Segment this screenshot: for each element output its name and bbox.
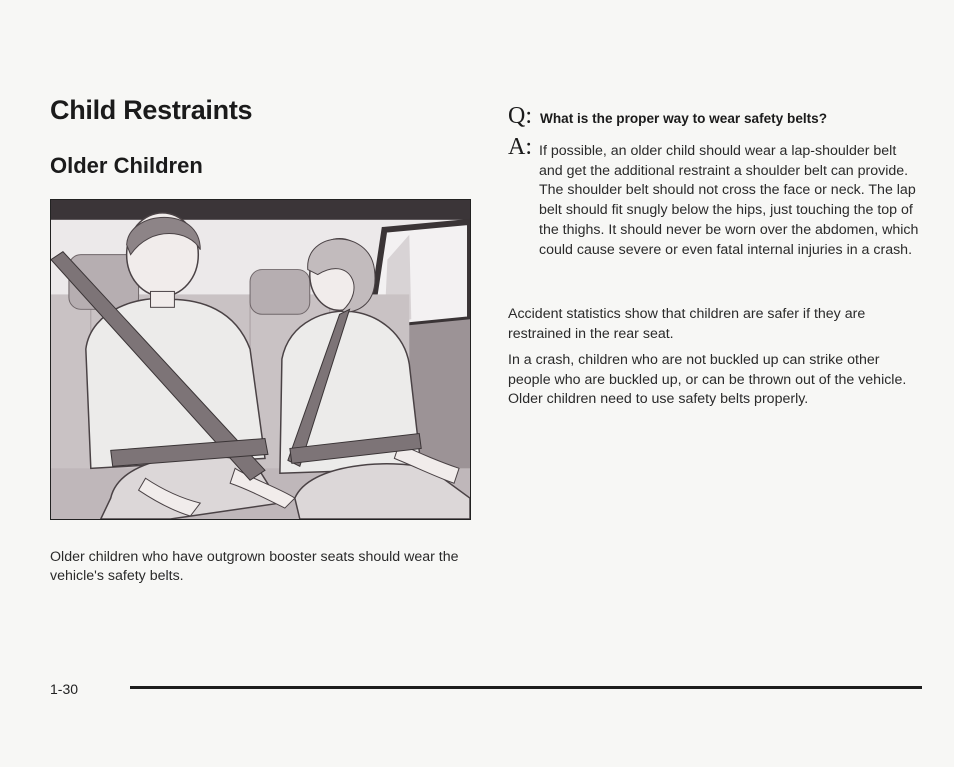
page-number: 1-30 <box>50 681 79 697</box>
footer-rule <box>130 686 922 689</box>
illustration-drawing <box>51 200 470 519</box>
headrest-right <box>250 270 310 315</box>
answer-mark-label: A: <box>508 134 532 160</box>
page-title: Child Restraints <box>50 95 253 125</box>
figure-caption: Older children who have outgrown booster seats should wear the vehicle's safety belts. <box>50 549 459 584</box>
question-block <box>508 103 827 130</box>
section-subtitle: Older Children <box>50 153 203 178</box>
answer-text: If possible, an older child should wear a lap-shoulder belt and get the additional restraint a shoulder belt can provide. The shoulder belt should not cross the face or neck. The lap belt should fit snugly below the hips, just touching the top of the thighs. It should never be worn over the abdomen, which could cause severe or even fatal internal injuries in a crash. <box>539 143 919 258</box>
headliner <box>51 200 470 220</box>
question-text: What is the proper way to wear safety belts? <box>540 111 828 126</box>
question-mark-label: Q: <box>508 103 532 129</box>
body-paragraph-1: Accident statistics show that children are safer if they are restrained in the rear seat. <box>508 306 866 342</box>
body-paragraph-2: In a crash, children who are not buckled up can strike other people who are buckled up, or can be thrown out of the vehicle. Older children need to use safety belts properly. <box>508 352 907 408</box>
children-seatbelt-illustration <box>50 199 471 520</box>
